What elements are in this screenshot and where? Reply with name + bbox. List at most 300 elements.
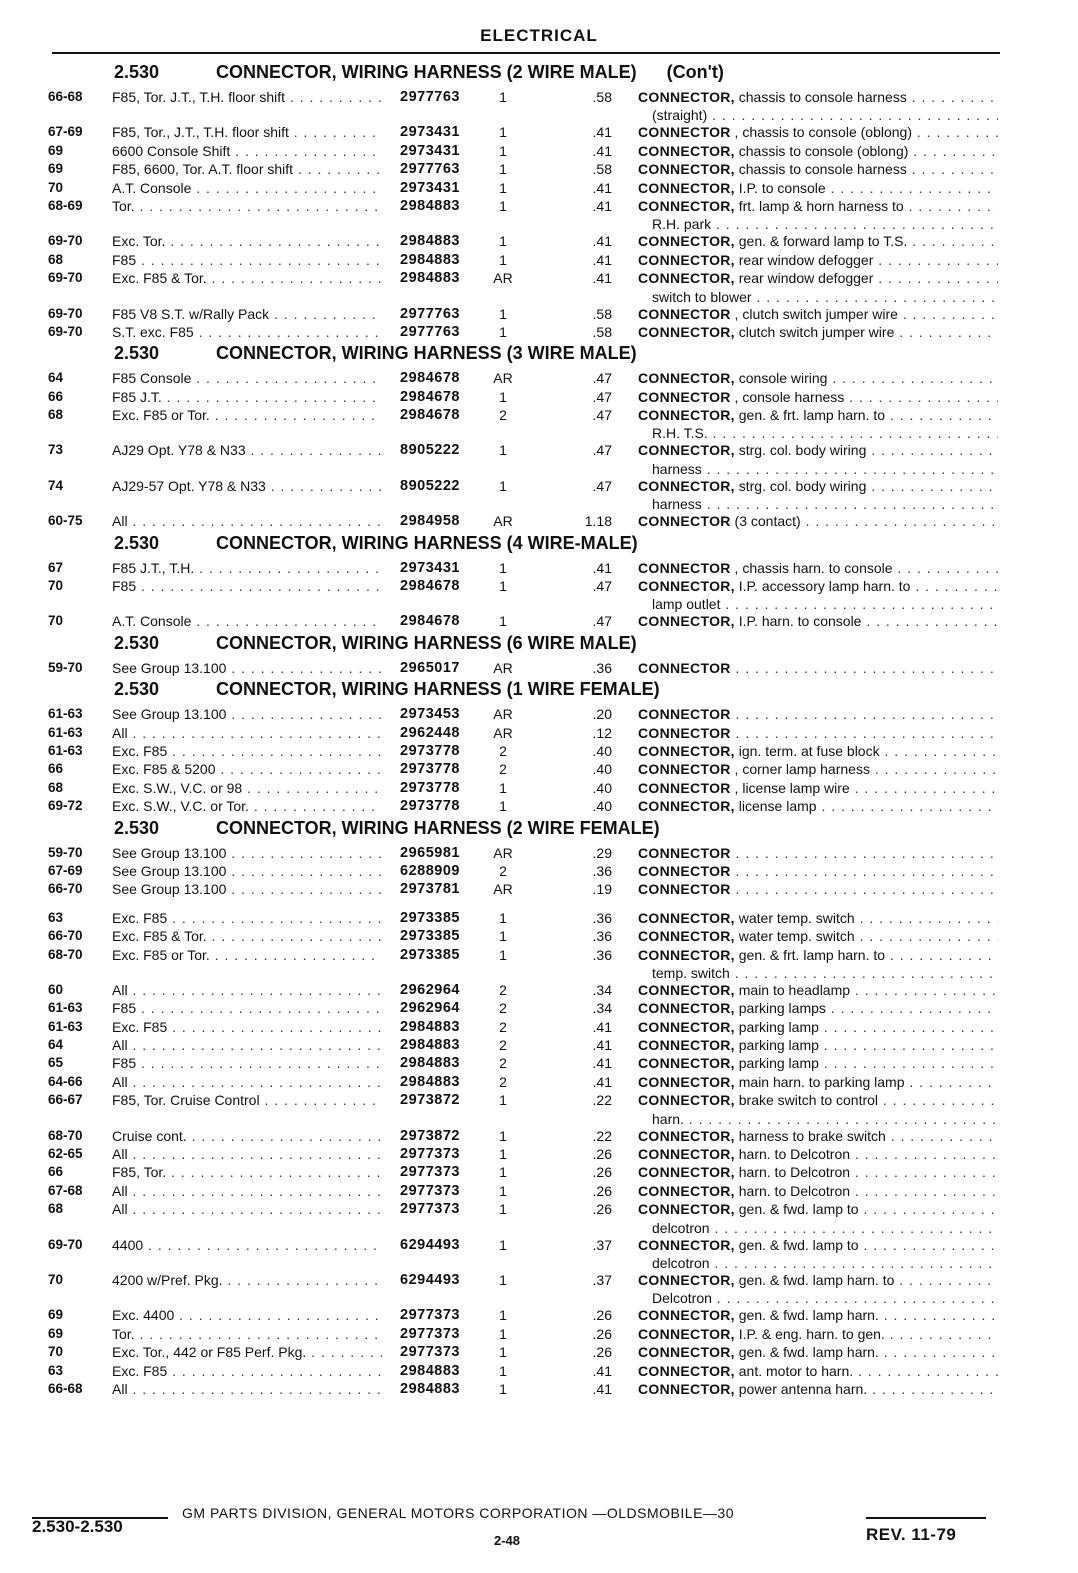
model-year: 61-63: [48, 1000, 83, 1016]
description-detail: , clutch switch jumper wire: [730, 305, 898, 322]
description: [638, 143, 998, 159]
description-noun: CONNECTOR: [638, 559, 731, 576]
quantity: 1: [499, 559, 507, 576]
description-noun: CONNECTOR,: [638, 179, 735, 196]
part-number: 2973778: [400, 742, 460, 759]
application: F85 . . .: [112, 578, 382, 594]
description-detail: chassis to console (oblong): [734, 142, 909, 159]
description: [638, 863, 998, 879]
price: .47: [592, 578, 612, 595]
quantity: 1: [499, 89, 507, 105]
quantity: 1: [499, 197, 507, 214]
application: See Group 13.100 . . .: [112, 706, 382, 722]
price: .22: [592, 1127, 612, 1144]
page-header: [0, 22, 1078, 52]
price: .36: [592, 862, 612, 879]
table-row: [0, 323, 1078, 341]
quantity: AR: [493, 370, 513, 387]
section-continued-label: (Con't): [666, 62, 724, 82]
table-row: [0, 1163, 1078, 1181]
part-number: 2973453: [400, 706, 460, 723]
quantity: 2: [499, 1073, 507, 1090]
description: [638, 881, 998, 897]
description-noun: CONNECTOR,: [638, 909, 735, 926]
description-detail: harness to brake switch: [734, 1127, 886, 1144]
price: .41: [592, 1380, 612, 1397]
table-row-continuation: [0, 1289, 1078, 1306]
description-detail: rear window defogger: [734, 270, 874, 287]
section-header: [0, 531, 1078, 555]
description-detail: harn. to Delcotron: [734, 1164, 851, 1181]
description: [638, 845, 998, 861]
table-row: [0, 1073, 1078, 1091]
model-year: 64: [48, 1037, 64, 1053]
application: F85 J.T., T.H. . . .: [112, 560, 382, 576]
section-title-text: CONNECTOR, WIRING HARNESS (2 WIRE MALE): [216, 62, 637, 82]
description: [638, 798, 998, 814]
description-detail: main to headlamp: [734, 981, 851, 998]
model-year: 66: [48, 761, 64, 777]
quantity: AR: [493, 881, 513, 898]
section-header: [0, 341, 1078, 365]
section-title: [216, 533, 638, 554]
quantity: 1: [499, 442, 507, 459]
quantity: 1: [499, 1380, 507, 1397]
part-number: 2977373: [400, 1307, 460, 1324]
description: [638, 270, 998, 286]
description-detail: parking lamp: [734, 1055, 819, 1072]
description: [638, 1128, 998, 1144]
quantity: 1: [499, 1362, 507, 1379]
footer-right-rule: [866, 1517, 986, 1519]
price: .19: [592, 881, 612, 898]
description-detail: main harn. to parking lamp: [734, 1073, 905, 1090]
part-number: 2965981: [400, 844, 460, 861]
price: .40: [592, 761, 612, 778]
description-detail: gen. & fwd. lamp to: [734, 1201, 859, 1218]
price: .41: [592, 559, 612, 576]
application: F85, Tor. Cruise Control . . .: [112, 1092, 382, 1108]
description-noun: CONNECTOR,: [638, 742, 735, 759]
application: See Group 13.100 . . .: [112, 881, 382, 897]
description-noun: CONNECTOR,: [638, 407, 735, 424]
table-row: [0, 179, 1078, 197]
description: [638, 1183, 998, 1199]
application: All . . .: [112, 513, 382, 529]
application: F85, 6600, Tor. A.T. floor shift . . .: [112, 161, 382, 177]
table-row: [0, 880, 1078, 898]
model-year: 64: [48, 370, 64, 386]
model-year: 65: [48, 1055, 64, 1071]
part-number: 2984883: [400, 270, 460, 287]
description: [638, 743, 998, 759]
part-number: 2984883: [400, 1380, 460, 1397]
description-continuation: Delcotron . . .: [652, 1290, 998, 1306]
quantity: 1: [499, 1092, 507, 1109]
description-continuation: temp. switch . . .: [652, 965, 998, 981]
table-row-continuation: [0, 460, 1078, 477]
section-title: [216, 343, 637, 364]
description: [638, 407, 998, 423]
description-detail: chassis to console harness: [734, 89, 907, 105]
description-detail: license lamp: [734, 798, 817, 815]
description: [638, 1146, 998, 1162]
table-row: [0, 742, 1078, 760]
application: Exc. S.W., V.C. or Tor. . . .: [112, 798, 382, 814]
application: Exc. S.W., V.C. or 98 . . .: [112, 780, 382, 796]
part-number: 2977373: [400, 1201, 460, 1218]
table-row: [0, 142, 1078, 160]
description-noun: CONNECTOR,: [638, 1055, 735, 1072]
table-row: [0, 1380, 1078, 1398]
description-noun: CONNECTOR,: [638, 270, 735, 287]
table-row: [0, 406, 1078, 424]
description-noun: CONNECTOR,: [638, 946, 735, 963]
table-row: [0, 909, 1078, 927]
description-noun: CONNECTOR,: [638, 1073, 735, 1090]
description-continuation: (straight) . . .: [652, 107, 998, 123]
description: [638, 725, 998, 741]
price: .41: [592, 124, 612, 141]
part-number: 2973431: [400, 124, 460, 141]
description-noun: CONNECTOR,: [638, 798, 735, 815]
model-year: 63: [48, 1362, 64, 1378]
quantity: 1: [499, 1182, 507, 1199]
price: .41: [592, 1073, 612, 1090]
application: Exc. F85 & Tor. . . .: [112, 928, 382, 944]
model-year: 66-68: [48, 89, 83, 104]
part-number: 2977763: [400, 161, 460, 178]
part-number: 2977373: [400, 1344, 460, 1361]
description: [638, 1092, 998, 1108]
table-row: [0, 1200, 1078, 1218]
description-noun: CONNECTOR,: [638, 323, 735, 340]
footer-revision: REV. 11-79: [866, 1525, 957, 1544]
application: Tor. . . .: [112, 198, 382, 214]
description-detail: (3 contact): [730, 513, 801, 530]
price: .36: [592, 659, 612, 676]
table-row: [0, 1306, 1078, 1324]
price: .12: [592, 724, 612, 741]
application: A.T. Console . . .: [112, 613, 382, 629]
application: 4200 w/Pref. Pkg. . . .: [112, 1272, 382, 1288]
price: .58: [592, 89, 612, 105]
table-row: [0, 232, 1078, 250]
part-number: 2984678: [400, 388, 460, 405]
page-footer: [0, 1495, 1078, 1565]
table-row: [0, 844, 1078, 862]
application: Tor. . . .: [112, 1326, 382, 1342]
section-number: 2.530: [114, 62, 160, 82]
description-detail: chassis to console harness: [734, 161, 907, 178]
part-number: 2977763: [400, 323, 460, 340]
model-year: 69-70: [48, 270, 83, 286]
price: .34: [592, 1000, 612, 1017]
description-noun: CONNECTOR,: [638, 928, 735, 945]
part-number: 2984883: [400, 233, 460, 250]
description-detail: gen. & fwd. lamp harn.: [734, 1307, 879, 1324]
description-detail: strg. col. body wiring: [734, 442, 867, 459]
table-row: [0, 760, 1078, 778]
price: .41: [592, 197, 612, 214]
quantity: 2: [499, 1018, 507, 1035]
table-row: [0, 269, 1078, 287]
quantity: AR: [493, 844, 513, 861]
part-number: 2984678: [400, 613, 460, 630]
table-row: [0, 1018, 1078, 1036]
model-year: 74: [48, 477, 64, 493]
table-row: [0, 512, 1078, 530]
quantity: 1: [499, 388, 507, 405]
description-noun: CONNECTOR,: [638, 1380, 735, 1397]
price: .58: [592, 305, 612, 322]
part-number: 2984678: [400, 370, 460, 387]
description-noun: CONNECTOR,: [638, 197, 735, 214]
price: 1.18: [584, 513, 612, 530]
price: .26: [592, 1307, 612, 1324]
table-row-continuation: [0, 1110, 1078, 1127]
table-row: [0, 197, 1078, 215]
description: [638, 161, 998, 177]
description: [638, 1074, 998, 1090]
application: All . . .: [112, 1146, 382, 1162]
price: .41: [592, 1055, 612, 1072]
table-row: [0, 999, 1078, 1017]
application: Exc. F85 . . .: [112, 1019, 382, 1035]
model-year: 67: [48, 559, 64, 575]
section-number: 2.530: [114, 817, 160, 838]
quantity: 1: [499, 323, 507, 340]
table-row: [0, 779, 1078, 797]
table-row: [0, 927, 1078, 945]
part-number: 2984883: [400, 1018, 460, 1035]
price: .40: [592, 742, 612, 759]
model-year: 69-72: [48, 798, 83, 814]
description: [638, 306, 998, 322]
quantity: 2: [499, 1000, 507, 1017]
description-continuation: harness . . .: [652, 496, 998, 512]
part-number: 2973872: [400, 1092, 460, 1109]
model-year: 69-70: [48, 1236, 83, 1252]
description-detail: water temp. switch: [734, 909, 855, 926]
table-row: [0, 305, 1078, 323]
price: .40: [592, 779, 612, 796]
description-detail: gen. & frt. lamp harn. to: [734, 946, 886, 963]
description: [638, 1237, 998, 1253]
description-noun: CONNECTOR: [638, 124, 731, 141]
table-row: [0, 1091, 1078, 1109]
description: [638, 324, 998, 340]
quantity: 1: [499, 161, 507, 178]
model-year: 69-70: [48, 323, 83, 339]
application: A.T. Console . . .: [112, 180, 382, 196]
table-row: [0, 862, 1078, 880]
description-detail: brake switch to control: [734, 1092, 879, 1109]
application: See Group 13.100 . . .: [112, 845, 382, 861]
section-header: [0, 816, 1078, 840]
table-row: [0, 477, 1078, 495]
quantity: 1: [499, 179, 507, 196]
model-year: 59-70: [48, 844, 83, 860]
model-year: 68-69: [48, 197, 83, 213]
description-detail: I.P. accessory lamp harn. to: [734, 578, 911, 595]
section-header: [0, 677, 1078, 701]
description: [638, 706, 998, 722]
description-detail: , license lamp wire: [730, 779, 850, 796]
part-number: 2973431: [400, 142, 460, 159]
quantity: 1: [499, 578, 507, 595]
quantity: 1: [499, 1307, 507, 1324]
price: .36: [592, 928, 612, 945]
model-year: 68: [48, 1201, 64, 1217]
price: .26: [592, 1325, 612, 1342]
price: .36: [592, 909, 612, 926]
quantity: 1: [499, 909, 507, 926]
quantity: 1: [499, 1344, 507, 1361]
section-title-text: CONNECTOR, WIRING HARNESS (4 WIRE-MALE): [216, 532, 638, 553]
table-row: [0, 369, 1078, 387]
application: Exc. Tor. . . .: [112, 233, 382, 249]
part-number: 2984883: [400, 1055, 460, 1072]
table-row-continuation: [0, 215, 1078, 232]
description-detail: parking lamp: [734, 1037, 819, 1054]
part-number: 2973778: [400, 761, 460, 778]
price: .47: [592, 370, 612, 387]
price: .41: [592, 1018, 612, 1035]
description: [638, 198, 998, 214]
application: All . . .: [112, 1381, 382, 1397]
description-detail: , console harness: [730, 388, 845, 405]
model-year: 66: [48, 388, 64, 404]
description: [638, 1363, 998, 1379]
description-noun: CONNECTOR,: [638, 981, 735, 998]
application: See Group 13.100 . . .: [112, 863, 382, 879]
quantity: 1: [499, 251, 507, 268]
quantity: 2: [499, 862, 507, 879]
table-row: [0, 160, 1078, 178]
description-noun: CONNECTOR,: [638, 1146, 735, 1163]
table-row: [0, 1362, 1078, 1380]
description-detail: I.P. & eng. harn. to gen.: [734, 1325, 885, 1342]
quantity: 2: [499, 1055, 507, 1072]
description-detail: gen. & fwd. lamp to: [734, 1236, 859, 1253]
price: .47: [592, 388, 612, 405]
description-noun: CONNECTOR: [638, 305, 731, 322]
application: F85 . . .: [112, 1000, 382, 1016]
quantity: 1: [499, 477, 507, 494]
model-year: 68: [48, 407, 64, 423]
quantity: 1: [499, 1271, 507, 1288]
header-rule: [52, 52, 1000, 54]
application: All . . .: [112, 1201, 382, 1217]
section-header: [0, 60, 1078, 84]
description-noun: CONNECTOR,: [638, 1127, 735, 1144]
application: F85 . . .: [112, 1055, 382, 1071]
application: AJ29 Opt. Y78 & N33 . . .: [112, 442, 382, 458]
quantity: 1: [499, 946, 507, 963]
quantity: 1: [499, 1325, 507, 1342]
description: [638, 1164, 998, 1180]
quantity: 1: [499, 613, 507, 630]
table-row-continuation: [0, 1219, 1078, 1236]
section-header: [0, 631, 1078, 655]
application: Cruise cont. . . .: [112, 1128, 382, 1144]
description: [638, 947, 998, 963]
part-number: 2977373: [400, 1182, 460, 1199]
model-year: 66-70: [48, 881, 83, 897]
quantity: 1: [499, 233, 507, 250]
description-noun: CONNECTOR,: [638, 1092, 735, 1109]
description-continuation: R.H. park . . .: [652, 216, 998, 232]
description-detail: harn. to Delcotron: [734, 1182, 851, 1199]
description-noun: CONNECTOR,: [638, 233, 735, 250]
table-row-continuation: [0, 1254, 1078, 1271]
description-noun: CONNECTOR: [638, 513, 731, 530]
section-title: [216, 62, 724, 83]
description-continuation: harn. . . .: [652, 1111, 998, 1127]
table-row: [0, 1325, 1078, 1343]
price: .41: [592, 251, 612, 268]
description: [638, 660, 998, 676]
description-noun: CONNECTOR,: [638, 1018, 735, 1035]
description-detail: water temp. switch: [734, 928, 855, 945]
model-year: 67-69: [48, 124, 83, 140]
description-noun: CONNECTOR,: [638, 1164, 735, 1181]
description: [638, 1307, 998, 1323]
description-detail: , chassis to console (oblong): [730, 124, 912, 141]
price: .58: [592, 323, 612, 340]
description: [638, 1381, 998, 1397]
part-number: 6294493: [400, 1236, 460, 1253]
description-detail: , chassis harn. to console: [730, 559, 893, 576]
application: See Group 13.100 . . .: [112, 660, 382, 676]
quantity: 1: [499, 928, 507, 945]
description-noun: CONNECTOR,: [638, 370, 735, 387]
description-noun: CONNECTOR,: [638, 1325, 735, 1342]
table-row: [0, 251, 1078, 269]
application: S.T. exc. F85 . . .: [112, 324, 382, 340]
description: [638, 613, 998, 629]
quantity: 1: [499, 305, 507, 322]
description-noun: CONNECTOR,: [638, 1182, 735, 1199]
part-number: 2973385: [400, 946, 460, 963]
table-row: [0, 88, 1078, 106]
price: .41: [592, 179, 612, 196]
model-year: 66-70: [48, 928, 83, 944]
model-year: 63: [48, 909, 64, 925]
quantity: 2: [499, 1037, 507, 1054]
quantity: AR: [493, 724, 513, 741]
quantity: 2: [499, 407, 507, 424]
part-number: 2984883: [400, 1362, 460, 1379]
description-noun: CONNECTOR,: [638, 1307, 735, 1324]
quantity: AR: [493, 706, 513, 723]
model-year: 61-63: [48, 724, 83, 740]
price: .58: [592, 161, 612, 178]
price: .20: [592, 706, 612, 723]
table-row-continuation: [0, 495, 1078, 512]
quantity: 2: [499, 981, 507, 998]
quantity: 1: [499, 142, 507, 159]
description: [638, 928, 998, 944]
part-number: 2977763: [400, 89, 460, 105]
description-noun: CONNECTOR: [638, 761, 731, 778]
description-noun: CONNECTOR,: [638, 1000, 735, 1017]
part-number: 6294493: [400, 1271, 460, 1288]
application: Exc. F85 or Tor. . . .: [112, 947, 382, 963]
application: AJ29-57 Opt. Y78 & N33 . . .: [112, 478, 382, 494]
description: [638, 1326, 998, 1342]
